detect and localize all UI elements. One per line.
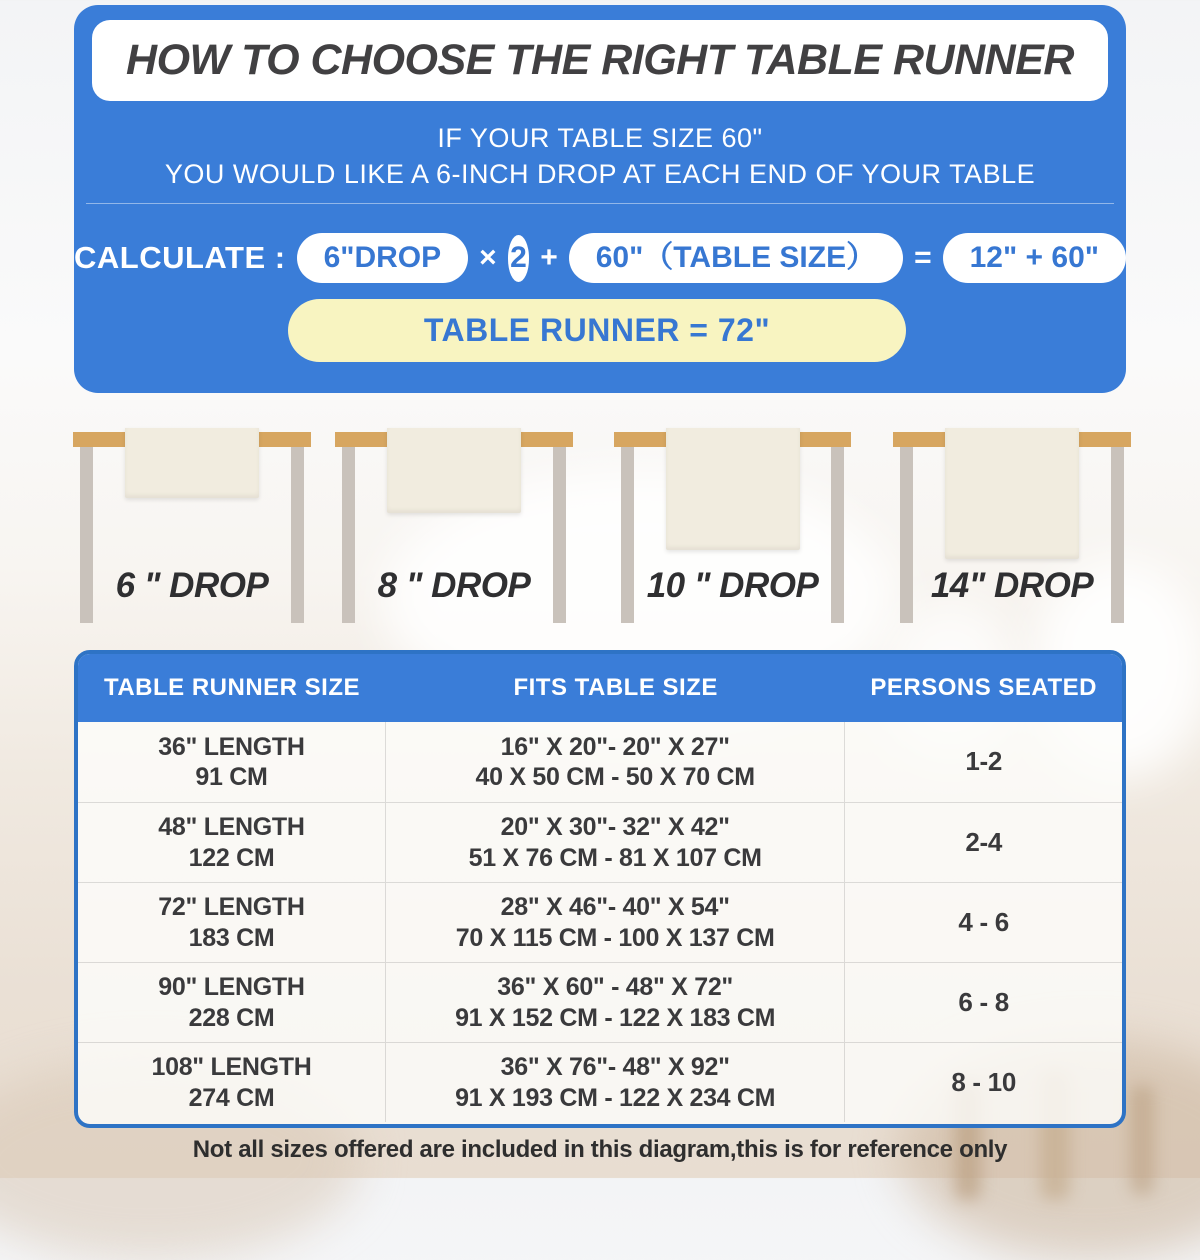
- size-table-body: [78, 722, 1122, 1122]
- runner-size-cell: [78, 722, 386, 802]
- drop-label: 6 " DROP: [115, 566, 269, 605]
- intro-line-2: YOU WOULD LIKE A 6-INCH DROP AT EACH END OF YOUR TABLE: [164, 159, 1036, 189]
- equals-operator: =: [914, 241, 932, 274]
- fits-size-inches: 28" X 46"- 40" X 54": [500, 893, 730, 921]
- fits-size-cell: [386, 883, 845, 962]
- runner-size-cm: 122 CM: [188, 843, 275, 872]
- header-persons-seated: PERSONS SEATED: [870, 674, 1097, 701]
- table-row: [78, 722, 1122, 802]
- fits-size-inches: 16" X 20"- 20" X 27": [500, 732, 730, 761]
- table-row: [78, 882, 1122, 962]
- footer-note: Not all sizes offered are included in this diagram,this is for reference only: [192, 1136, 1008, 1163]
- fits-size-cm: 70 X 115 CM - 100 X 137 CM: [455, 923, 775, 952]
- runner-size-inches: 108" LENGTH: [151, 1053, 312, 1081]
- persons-cell: 6 - 8: [958, 986, 1009, 1017]
- table-size-pill: 60"（TABLE SIZE）: [569, 233, 903, 283]
- runner-size-cm: 274 CM: [188, 1083, 275, 1112]
- fits-size-cm: 91 X 152 CM - 122 X 183 CM: [455, 1003, 776, 1032]
- persons-cell: 2-4: [965, 826, 1002, 857]
- size-table-header: [78, 654, 1122, 722]
- runner-size-cell: [78, 963, 386, 1042]
- drop-label: 10 " DROP: [646, 566, 819, 605]
- header-runner-size: TABLE RUNNER SIZE: [103, 674, 361, 701]
- table-runner: [125, 428, 259, 498]
- multiplier-circle: 2: [508, 235, 530, 282]
- header-fits-table-size: FITS TABLE SIZE: [513, 674, 718, 701]
- calculate-label: CALCULATE :: [74, 240, 286, 275]
- plus-operator: +: [540, 241, 558, 274]
- fits-size-cell: [386, 963, 845, 1042]
- runner-size-cm: 91 CM: [195, 763, 268, 791]
- table-runner: [945, 428, 1079, 559]
- table-runner: [666, 428, 800, 550]
- runner-size-inches: 36" LENGTH: [158, 732, 305, 761]
- fits-size-inches: 20" X 30"- 32" X 42": [500, 813, 730, 841]
- divider: [86, 203, 1114, 204]
- persons-cell: 8 - 10: [951, 1066, 1016, 1097]
- fits-size-cell: [386, 722, 845, 802]
- fits-size-inches: 36" X 60" - 48" X 72": [497, 973, 733, 1001]
- table-figure-6in: [73, 420, 311, 632]
- table-figure-14in: [893, 420, 1131, 632]
- runner-size-cm: 228 CM: [188, 1003, 275, 1032]
- calculation-row: [74, 233, 1126, 283]
- result-banner: TABLE RUNNER = 72": [288, 299, 906, 362]
- runner-size-cell: [78, 883, 386, 962]
- runner-size-inches: 90" LENGTH: [158, 973, 305, 1001]
- fits-size-cm: 91 X 193 CM - 122 X 234 CM: [455, 1083, 776, 1112]
- persons-cell: 4 - 6: [958, 906, 1009, 937]
- sum-pill: 12" + 60": [943, 233, 1126, 283]
- runner-size-cell: [78, 1043, 386, 1122]
- table-row: [78, 802, 1122, 882]
- persons-cell: 1-2: [965, 746, 1002, 777]
- runner-size-cell: [78, 803, 386, 882]
- page-title: HOW TO CHOOSE THE RIGHT TABLE RUNNER: [126, 36, 1074, 84]
- fits-size-cell: [386, 1043, 845, 1122]
- size-table: [74, 650, 1126, 1128]
- runner-size-inches: 72" LENGTH: [158, 893, 305, 921]
- fits-size-inches: 36" X 76"- 48" X 92": [500, 1053, 730, 1081]
- runner-size-inches: 48" LENGTH: [158, 813, 305, 841]
- table-row: [78, 962, 1122, 1042]
- header-panel: [74, 5, 1126, 393]
- table-row: [78, 1042, 1122, 1122]
- fits-size-cm: 40 X 50 CM - 50 X 70 CM: [475, 763, 755, 791]
- drop-label: 14" DROP: [930, 566, 1094, 605]
- drop-pill: 6"DROP: [297, 233, 469, 283]
- drop-label: 8 " DROP: [377, 566, 531, 605]
- drop-illustrations: [0, 420, 1200, 632]
- table-figure-8in: [335, 420, 573, 632]
- fits-size-cm: 51 X 76 CM - 81 X 107 CM: [468, 843, 762, 872]
- fits-size-cell: [386, 803, 845, 882]
- runner-size-cm: 183 CM: [188, 923, 275, 952]
- table-figure-10in: [614, 420, 851, 632]
- intro-line-1: IF YOUR TABLE SIZE 60": [437, 123, 763, 153]
- table-runner: [387, 428, 521, 513]
- title-banner: [92, 20, 1108, 101]
- multiply-operator: ×: [479, 241, 497, 274]
